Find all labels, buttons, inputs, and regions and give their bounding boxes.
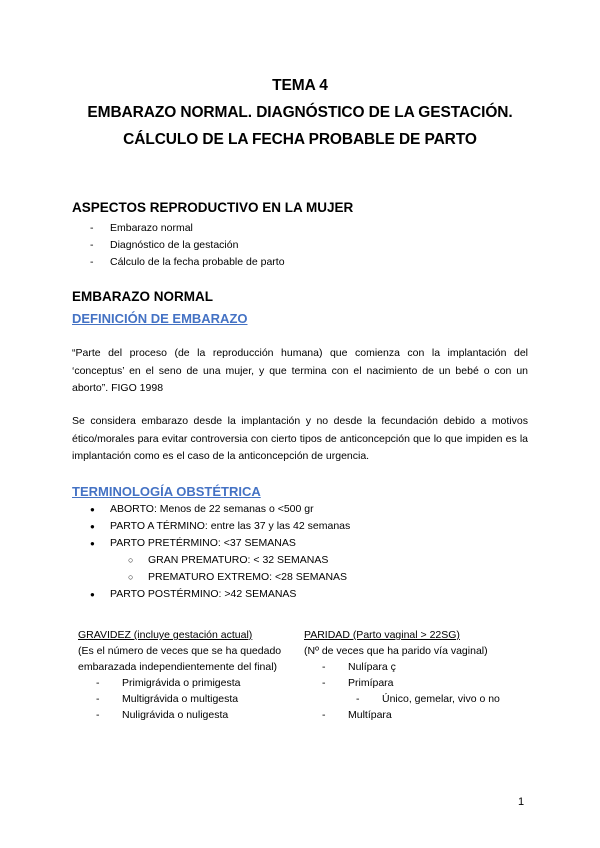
terminologia-list: [90, 501, 350, 603]
section-heading-aspectos: ASPECTOS REPRODUCTIVO EN LA MUJER: [72, 200, 354, 215]
gravidez-note: (Es el número de veces que se ha quedado embarazada independientemente del final): [78, 645, 282, 673]
list-item: - Nulípara ç: [322, 659, 534, 675]
list-item: - Único, gemelar, vivo o no: [356, 691, 534, 707]
gravidez-column: [78, 627, 296, 723]
list-item: ○ GRAN PREMATURO: < 32 SEMANAS: [90, 552, 350, 569]
implantation-paragraph: Se considera embarazo desde la implantación y no desde la fecundación debido a motivos ético/morales para evitar controversia con cierto tipos de anticoncepción que lo que impiden es la implantación como es el caso de la anticoncepción de urgencia.: [72, 415, 528, 462]
subheading-terminologia-link[interactable]: TERMINOLOGÍA OBSTÉTRICA: [72, 484, 261, 499]
paridad-heading: PARIDAD (Parto vaginal > 22SG): [304, 629, 460, 641]
list-item: ● PARTO PRETÉRMINO: <37 SEMANAS: [90, 535, 350, 552]
definition-quote: “Parte del proceso (de la reproducción humana) que comienza con la implantación del ‘conceptus’ en el seno de una mujer, y que termina con el nacimiento de un bebé o con un aborto”. FIGO 1998: [72, 347, 528, 394]
aspectos-list: [90, 220, 285, 271]
page-number: 1: [518, 796, 525, 808]
chapter-number: TEMA 4: [272, 77, 328, 94]
subheading-definicion-link[interactable]: DEFINICIÓN DE EMBARAZO: [72, 311, 248, 326]
list-item: - Diagnóstico de la gestación: [90, 237, 285, 254]
list-item: ● ABORTO: Menos de 22 semanas o <500 gr: [90, 501, 350, 518]
paridad-column: [304, 627, 534, 723]
list-item: - Nuligrávida o nuligesta: [96, 707, 296, 723]
chapter-title-line-2: CÁLCULO DE LA FECHA PROBABLE DE PARTO: [123, 131, 477, 148]
gravidez-heading: GRAVIDEZ (incluye gestación actual): [78, 629, 253, 641]
list-item: - Primigrávida o primigesta: [96, 675, 296, 691]
list-item: - Multípara: [322, 707, 534, 723]
list-item: ● PARTO POSTÉRMINO: >42 SEMANAS: [90, 586, 350, 603]
list-item: - Multigrávida o multigesta: [96, 691, 296, 707]
list-item: - Primípara: [322, 675, 534, 691]
chapter-title-line-1: EMBARAZO NORMAL. DIAGNÓSTICO DE LA GESTACIÓN.: [87, 104, 513, 121]
paridad-note: (Nº de veces que ha parido vía vaginal): [304, 645, 488, 657]
list-item: ○ PREMATURO EXTREMO: <28 SEMANAS: [90, 569, 350, 586]
section-heading-embarazo: EMBARAZO NORMAL: [72, 289, 213, 304]
list-item: - Cálculo de la fecha probable de parto: [90, 254, 285, 271]
list-item: - Embarazo normal: [90, 220, 285, 237]
list-item: ● PARTO A TÉRMINO: entre las 37 y las 42 semanas: [90, 518, 350, 535]
